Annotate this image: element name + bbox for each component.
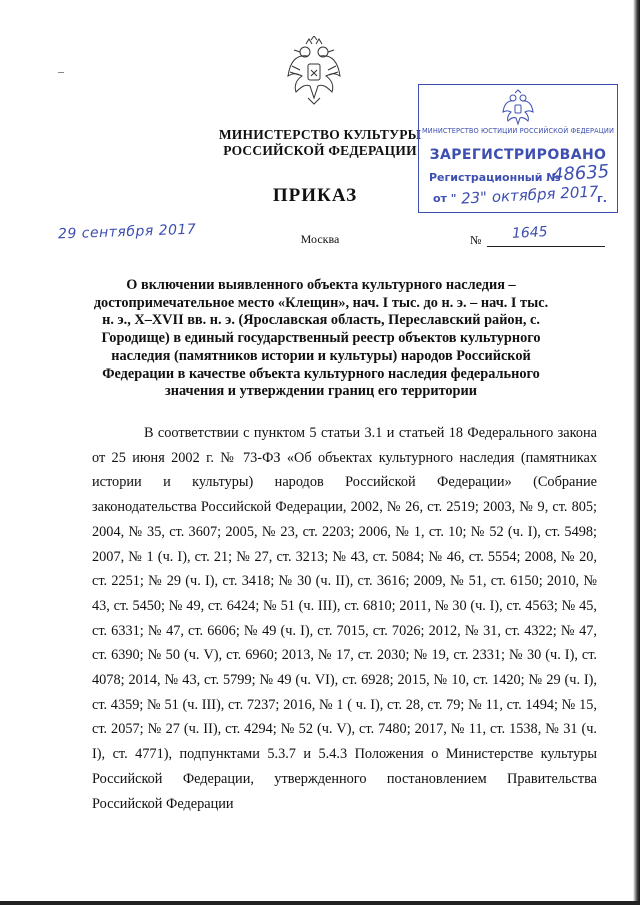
order-body xyxy=(92,421,597,816)
stamp-date-handwritten: 23" октября 2017 xyxy=(460,182,599,208)
stamp-date-suffix: г. xyxy=(597,192,607,205)
body-paragraph: В соответствии с пунктом 5 статьи 3.1 и статьей 18 Федерального закона от 25 июня 2002 г. № 73-ФЗ «Об объектах культурного наследия (памятниках истории и культуры) народов Российской Федерации» (Собрание законодательства Российской Федерации, 2002, № 26, ст. 2519; 2003, № 9, ст. 805; 2004, № 35, ст. 3607; 2005, № 23, ст. 2203; 2006, № 1, ст. 10; № 52 (ч. I), ст. 5498; 2007, № 1 (ч. I), ст. 21; № 27, ст. 3213; № 43, ст. 5084; № 46, ст. 5554; 2008, № 20, ст. 2251; № 29 (ч. I), ст. 3418; № 30 (ч. II), ст. 3616; 2009, № 51, ст. 6150; 2010, № 43, ст. 5450; № 49, ст. 6424; № 51 (ч. III), ст. 6810; 2011, № 30 (ч. I), ст. 4563; № 45, ст. 6331; № 47, ст. 6606; № 49 (ч. I), ст. 7015, ст. 7026; 2012, № 31, ст. 4322; № 47, ст. 6390; № 50 (ч. V), ст. 6960; 2013, № 17, ст. 2030; № 19, ст. 2331; № 30 (ч. I), ст. 4078; 2014, № 43, ст. 5799; № 49 (ч. VI), ст. 6928; 2015, № 10, ст. 1420; № 29 (ч. I), ст. 4359; № 51 (ч. III), ст. 7237; 2016, № 1 ( ч. I), ст. 28, ст. 79; № 11, ст. 1494; № 15, ст. 2057; № 27 (ч. II), ст. 4294; № 52 (ч. V), ст. 7480; 2017, № 11, ст. 1538, № 31 (ч. I), ст. 4771), подпунктами 5.3.7 и 5.4.3 Положения о Министерстве культуры Российской Федерации, утвержденного постановлением Правительства Российской Федерации xyxy=(92,425,597,812)
stamp-ministry-name: МИНИСТЕРСТВО ЮСТИЦИИ РОССИЙСКОЙ ФЕДЕРАЦИИ xyxy=(422,127,614,135)
double-headed-eagle-icon xyxy=(286,36,342,108)
scan-speck xyxy=(58,72,64,73)
order-date-handwritten: 29 сентября 2017 xyxy=(57,221,197,243)
order-number-label: № xyxy=(470,233,482,247)
order-heading: О включении выявленного объекта культурного наследия – достопримечательное место «Клещин», нач. I тыс. до н. э. – нач. I тыс. н. э., X–XVII вв. н. э. (Ярославская область, Переславский район, с. Городище) в единый государственный реестр объектов культурного наследия (памятников истории и культуры) народов Российской Федерации в качестве объекта культурного наследия федерального значения и утверждении границ его территории xyxy=(93,277,549,400)
stamp-registration-label: Регистрационный № xyxy=(429,171,560,184)
scan-bottom-edge xyxy=(0,901,640,905)
order-number-underline xyxy=(487,246,605,247)
scan-edge xyxy=(633,0,640,905)
double-headed-eagle-icon xyxy=(502,89,534,127)
order-title: ПРИКАЗ xyxy=(272,185,358,206)
stamp-registration-number: 48635 xyxy=(551,161,610,186)
registration-stamp xyxy=(418,84,618,213)
stamp-date-prefix: от " xyxy=(433,192,457,205)
order-number-handwritten: 1645 xyxy=(511,224,549,242)
ministry-name: МИНИСТЕРСТВО КУЛЬТУРЫ РОССИЙСКОЙ ФЕДЕРАЦИИ xyxy=(218,127,422,158)
stamp-registered-label: ЗАРЕГИСТРИРОВАНО xyxy=(429,147,607,163)
city-name: Москва xyxy=(300,232,340,246)
